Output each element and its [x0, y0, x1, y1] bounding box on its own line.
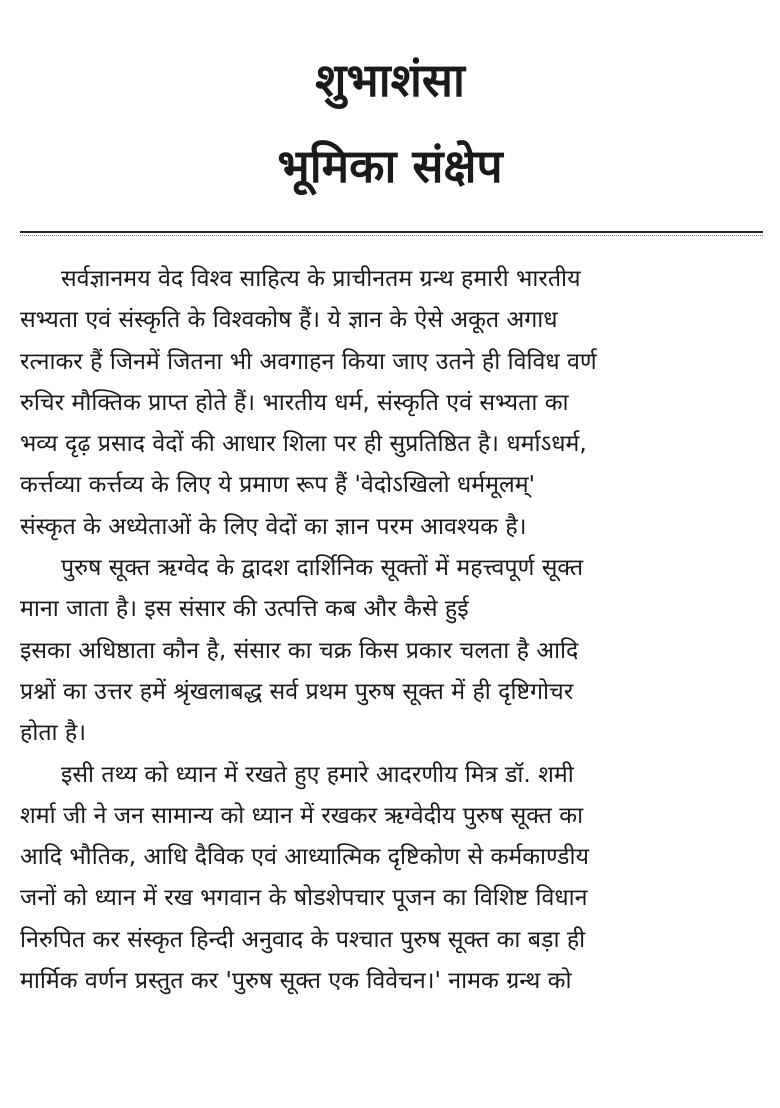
text-line: आदि भौतिक, आधि दैविक एवं आध्यात्मिक दृष्टिकोण से कर्मकाण्डीय	[20, 843, 589, 871]
body-text	[20, 258, 765, 1001]
text-line: शर्मा जी ने जन सामान्य को ध्यान में रखकर ऋग्वेदीय पुरुष सूक्त का	[20, 801, 584, 829]
text-line: मार्मिक वर्णन प्रस्तुत कर 'पुरुष सूक्त एक विवेचन।' नामक ग्रन्थ को	[20, 967, 572, 995]
header-divider	[20, 231, 763, 233]
text-line: इसी तथ्य को ध्यान में रखते हुए हमारे आदरणीय मित्र डॉ. शमी	[61, 760, 574, 788]
text-line: प्रश्नों का उत्तर हमें श्रृंखलाबद्ध सर्व प्रथम पुरुष सूक्त में ही दृष्टिगोचर	[20, 677, 574, 705]
text-line: पुरुष सूक्त ऋग्वेद के द्वादश दार्शिनिक सूक्तों में महत्त्वपूर्ण सूक्त	[61, 554, 584, 582]
text-line: निरुपित कर संस्कृत हिन्दी अनुवाद के पश्चात पुरुष सूक्त का बड़ा ही	[20, 925, 586, 953]
page-subtitle: भूमिका संक्षेप	[277, 139, 503, 193]
text-line: सभ्यता एवं संस्कृति के विश्वकोष हैं। ये ज्ञान के ऐसे अकूत अगाध	[20, 306, 558, 334]
text-line: माना जाता है। इस संसार की उत्पत्ति कब और कैसे हुई	[20, 595, 469, 623]
header-divider-dotted	[20, 235, 763, 236]
text-line: सर्वज्ञानमय वेद विश्व साहित्य के प्राचीनतम ग्रन्थ हमारी भारतीय	[61, 265, 581, 292]
text-line: होता है।	[20, 719, 87, 747]
text-line: रुचिर मौक्तिक प्राप्त होते हैं। भारतीय धर्म, संस्कृति एवं सभ्यता का	[20, 388, 569, 416]
text-line: जनों को ध्यान में रख भगवान के षोडशेपचार पूजन का विशिष्ट विधान	[20, 884, 588, 912]
text-line: इसका अधिष्ठाता कौन है, संसार का चक्र किस प्रकार चलता है आदि	[20, 636, 579, 664]
text-line: संस्कृत के अध्येताओं के लिए वेदों का ज्ञान परम आवश्यक है।	[20, 512, 527, 540]
text-line: रत्नाकर हैं जिनमें जितना भी अवगाहन किया जाए उतने ही विविध वर्ण	[20, 347, 597, 375]
page-title: शुभाशंसा	[315, 53, 465, 107]
text-line: कर्त्तव्या कर्त्तव्य के लिए ये प्रमाण रूप हैं 'वेदोऽखिलो धर्ममूलम्'	[20, 471, 535, 499]
text-line: भव्य दृढ़ प्रसाद वेदों की आधार शिला पर ही सुप्रतिष्ठित है। धर्माऽधर्म,	[20, 430, 587, 458]
